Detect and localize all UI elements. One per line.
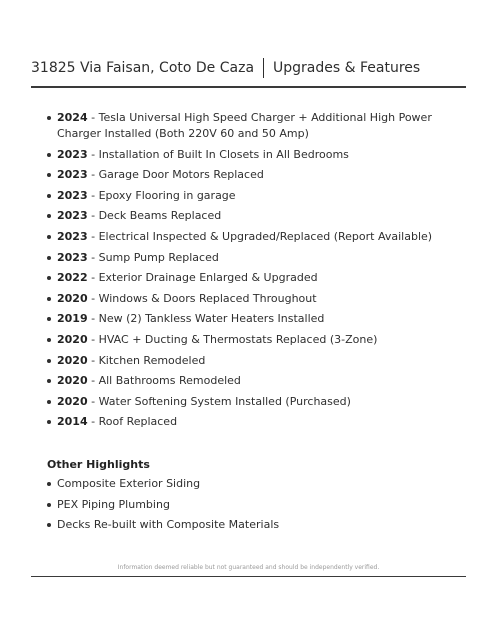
upgrade-year: 2019 (57, 312, 88, 326)
highlights-list (47, 476, 447, 538)
upgrade-text: - Windows & Doors Replaced Throughout (87, 291, 317, 305)
highlight-item: Composite Exterior Siding (47, 476, 447, 492)
upgrade-item (47, 332, 455, 348)
upgrade-year: 2023 (57, 229, 88, 243)
header-divider (263, 58, 264, 78)
highlight-item: PEX Piping Plumbing (47, 497, 447, 513)
upgrade-year: 2020 (57, 353, 88, 367)
upgrade-item (47, 110, 455, 142)
upgrades-list (47, 110, 455, 435)
upgrade-item (47, 414, 455, 430)
upgrade-text: - Exterior Drainage Enlarged & Upgraded (87, 271, 318, 285)
upgrade-item (47, 188, 455, 204)
upgrade-year: 2020 (57, 291, 88, 305)
upgrade-item (47, 373, 455, 389)
top-rule (31, 86, 466, 88)
upgrade-item (47, 208, 455, 224)
disclaimer-text: Information deemed reliable but not guaranteed and should be independently verified. (117, 564, 380, 571)
upgrade-item (47, 147, 455, 163)
upgrade-text: - Installation of Built In Closets in All Bedrooms (87, 147, 349, 161)
upgrade-item (47, 311, 455, 327)
upgrade-year: 2022 (57, 271, 88, 285)
upgrade-year: 2023 (57, 168, 88, 182)
upgrade-text: - Electrical Inspected & Upgraded/Replaced (Report Available) (87, 229, 433, 243)
bottom-rule (31, 576, 466, 577)
upgrade-text: - All Bathrooms Remodeled (87, 374, 241, 388)
upgrade-item (47, 353, 455, 369)
upgrade-text: - Deck Beams Replaced (87, 209, 222, 223)
upgrade-year: 2020 (57, 394, 88, 408)
upgrade-text: - New (2) Tankless Water Heaters Installed (87, 312, 325, 326)
highlight-item: Decks Re-built with Composite Materials (47, 517, 447, 533)
upgrade-item (47, 394, 455, 410)
upgrade-item (47, 250, 455, 266)
upgrade-text: - Roof Replaced (87, 415, 178, 429)
upgrade-text: - HVAC + Ducting & Thermostats Replaced (3-Zone) (87, 332, 378, 346)
upgrade-text: - Kitchen Remodeled (87, 353, 206, 367)
upgrade-text: - Water Softening System Installed (Purchased) (87, 394, 351, 408)
upgrade-item (47, 229, 455, 245)
upgrade-item (47, 270, 455, 286)
upgrade-year: 2023 (57, 250, 88, 264)
page-header (31, 57, 420, 79)
upgrade-year: 2023 (57, 188, 88, 202)
upgrade-item (47, 167, 455, 183)
section-title: Upgrades & Features (273, 60, 421, 76)
upgrade-text: - Sump Pump Replaced (87, 250, 219, 264)
upgrade-year: 2020 (57, 332, 88, 346)
other-highlights-heading: Other Highlights (47, 458, 150, 471)
upgrade-text: - Epoxy Flooring in garage (87, 188, 236, 202)
property-address: 31825 Via Faisan, Coto De Caza (31, 60, 255, 76)
upgrade-text: - Tesla Universal High Speed Charger + Additional High Power Charger Installed (Both 220V 60 and 50 Amp) (57, 111, 432, 140)
upgrade-year: 2023 (57, 147, 88, 161)
upgrade-item (47, 291, 455, 307)
upgrade-year: 2014 (57, 415, 88, 429)
upgrade-text: - Garage Door Motors Replaced (87, 168, 264, 182)
upgrade-year: 2023 (57, 209, 88, 223)
upgrade-year: 2020 (57, 374, 88, 388)
upgrade-year: 2024 (57, 111, 88, 124)
